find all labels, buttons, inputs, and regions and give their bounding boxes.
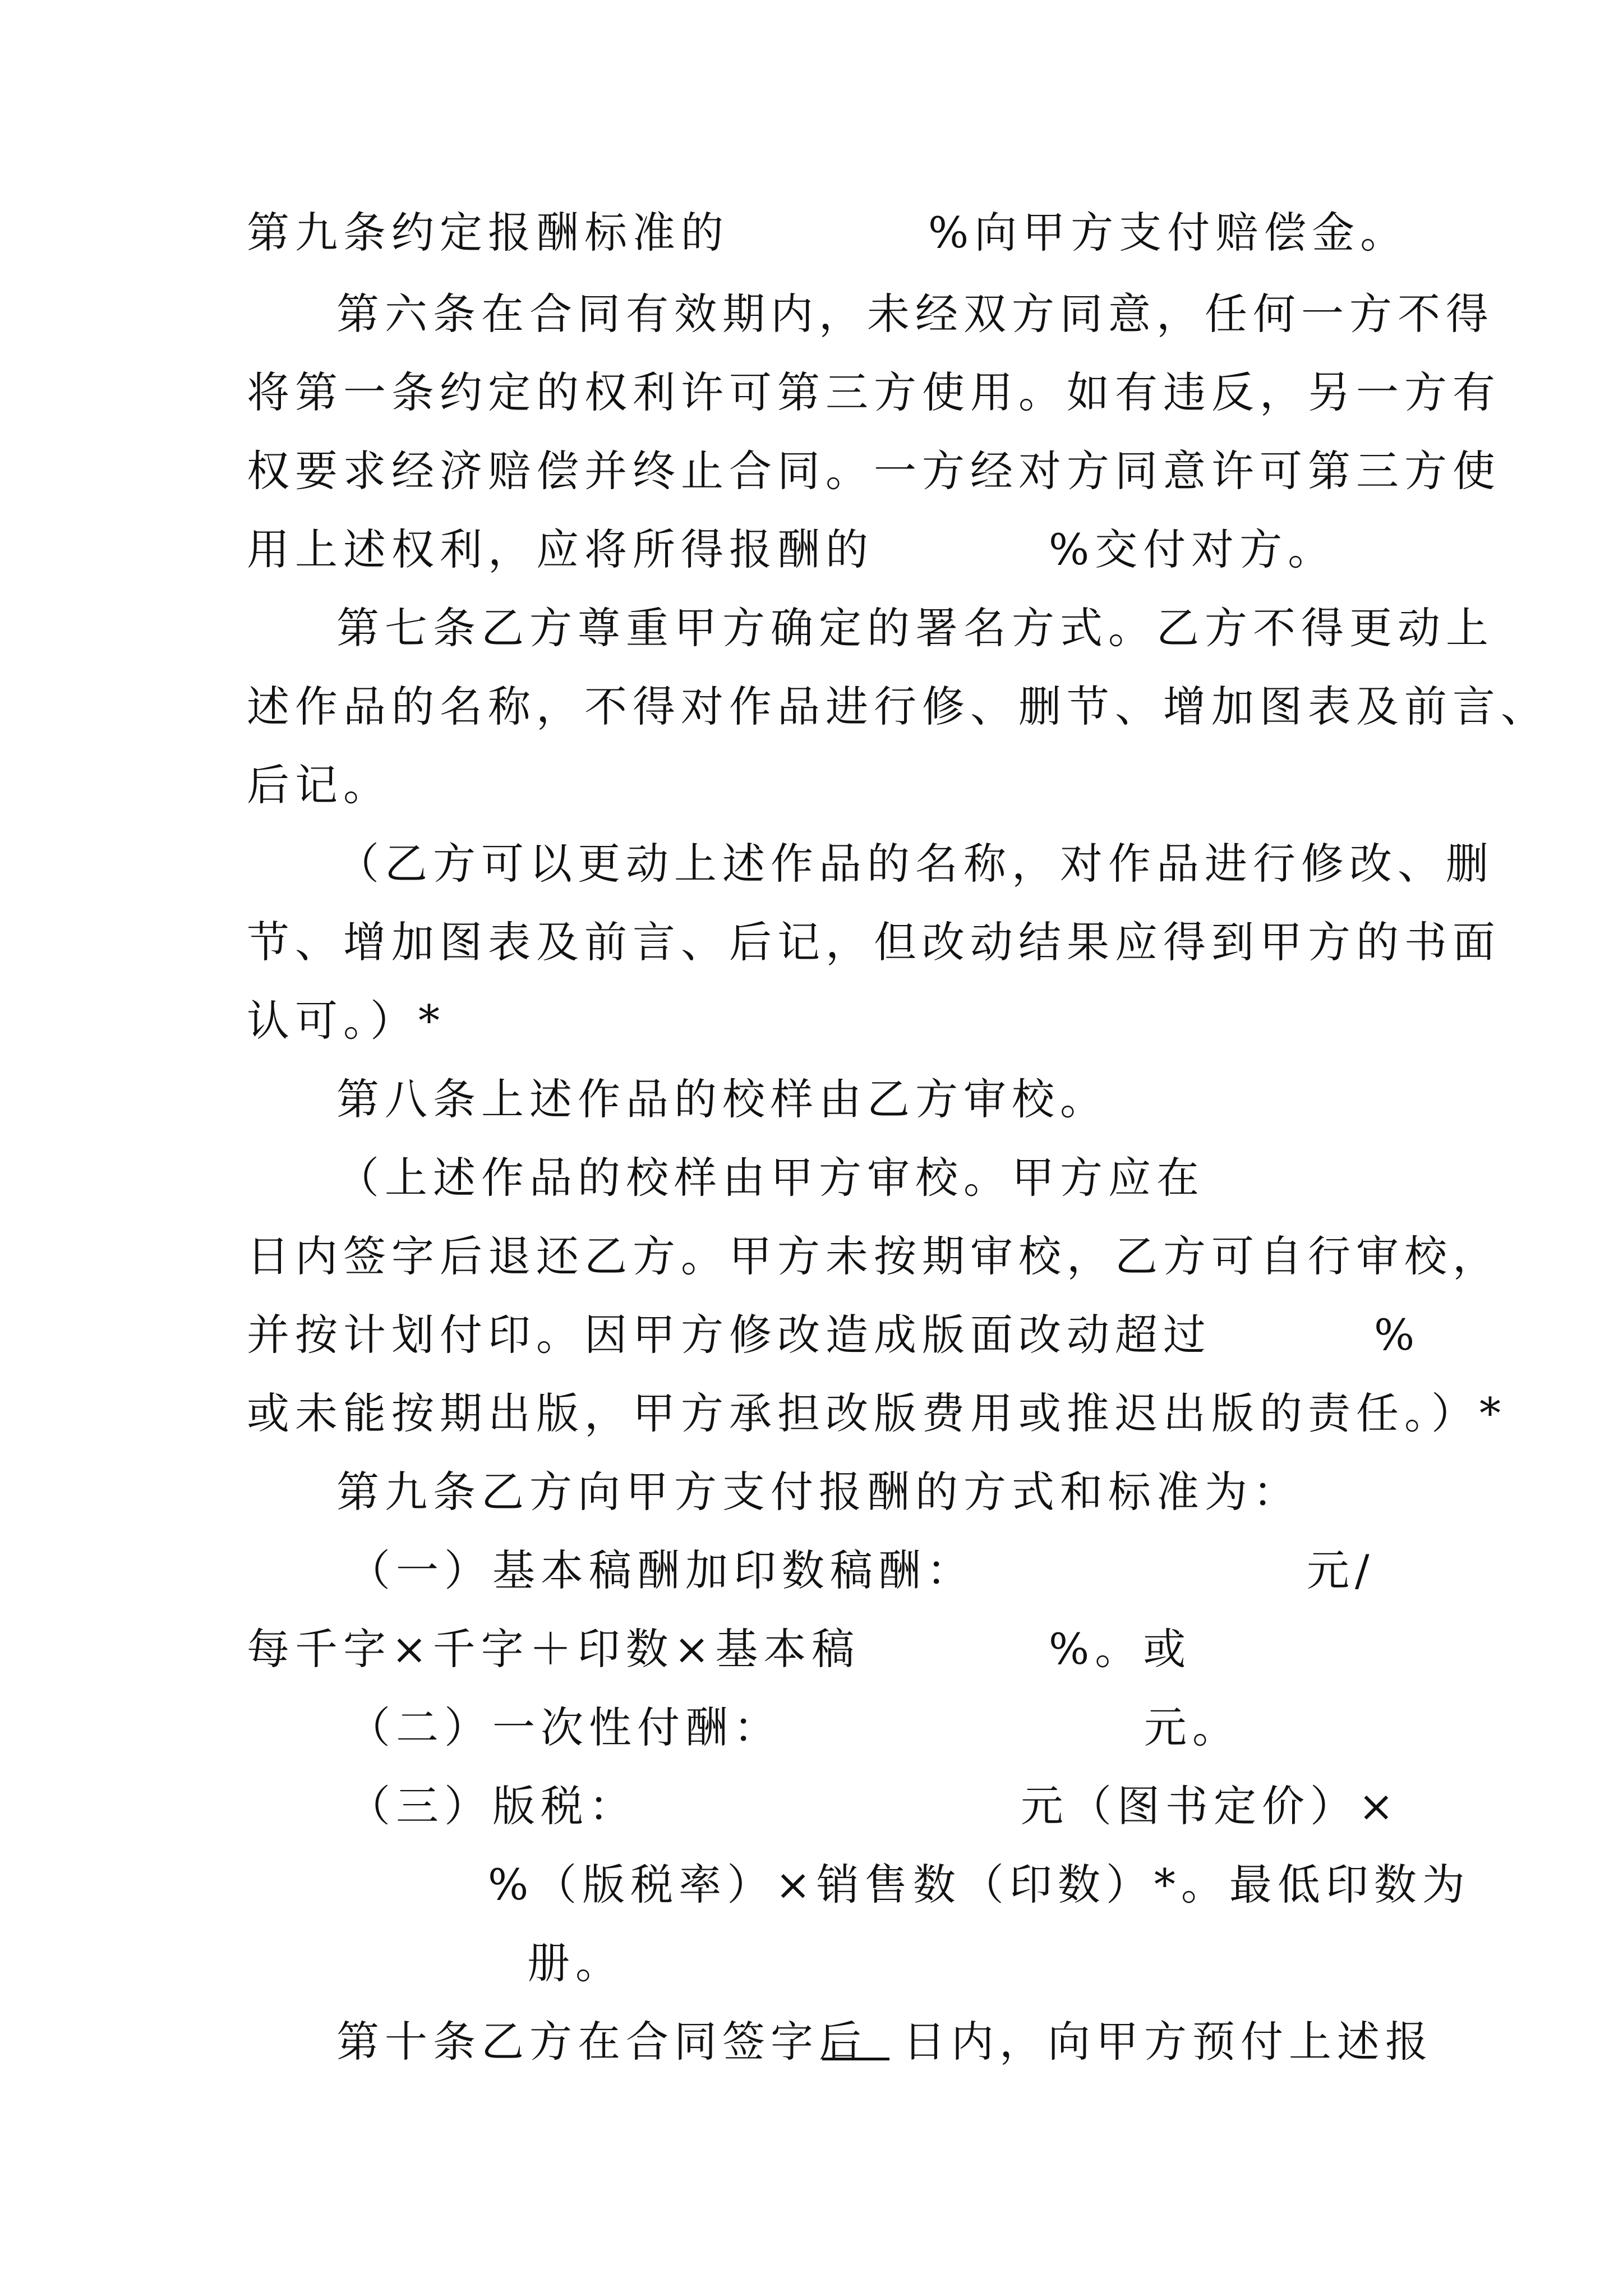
text-segment: （乙方可以更动上述作品的名称，对作品进行修改、删: [336, 839, 1494, 889]
text-segment: 将第一条约定的权利许可第三方使用。如有违反，另一方有: [247, 367, 1501, 417]
text-segment: 元（图书定价）×: [1021, 1781, 1400, 1831]
text-segment: %: [1374, 1310, 1421, 1360]
fill-in-blank-underline: [822, 2024, 889, 2060]
text-segment: 并按计划付印。因甲方修改造成版面改动超过: [247, 1310, 1211, 1360]
text-segment: %向甲方支付赔偿金。: [928, 208, 1409, 257]
text-segment: 权要求经济赔偿并终止合同。一方经对方同意许可第三方使: [247, 446, 1501, 496]
text-segment: 每千字×千字＋印数×基本稿: [247, 1624, 860, 1674]
text-segment: 第九条乙方向甲方支付报酬的方式和标准为：: [336, 1467, 1301, 1517]
text-line: [247, 757, 391, 813]
text-line: [336, 2014, 1433, 2070]
text-segment: %。或: [1049, 1624, 1192, 1674]
text-segment: 第七条乙方尊重甲方确定的署名方式。乙方不得更动上: [336, 603, 1494, 653]
text-line: [336, 1150, 1205, 1206]
text-segment: 日内，向甲方预付上述报: [903, 2017, 1433, 2067]
text-line: [336, 286, 1494, 342]
text-segment: 或未能按期出版，甲方承担改版费用或推迟出版的责任。）*: [247, 1388, 1506, 1438]
text-line: [348, 1700, 1241, 1756]
text-line: [336, 836, 1494, 892]
text-segment: 认可。）*: [247, 996, 445, 1046]
text-segment: （二）一次性付酬：: [348, 1703, 782, 1752]
text-line: [247, 993, 445, 1049]
text-segment: 第八条上述作品的校样由乙方审校。: [336, 1074, 1108, 1124]
text-line: [527, 1935, 624, 1991]
text-line: [336, 1464, 1301, 1520]
text-segment: （三）版税：: [348, 1781, 637, 1831]
text-segment: 日内签字后退还乙方。甲方未按期审校，乙方可自行审校，: [247, 1231, 1501, 1281]
text-segment: 用上述权利，应将所得报酬的: [247, 524, 874, 574]
text-line: [488, 1857, 1470, 1913]
text-segment: 第六条在合同有效期内，未经双方同意，任何一方不得: [336, 289, 1494, 339]
text-line: [336, 600, 1494, 656]
text-line: [247, 365, 1501, 421]
text-segment: 第十条乙方在合同签字后: [336, 2017, 867, 2067]
text-line: [247, 679, 1549, 735]
text-line: [247, 914, 1501, 970]
text-line: [336, 1071, 1108, 1128]
text-segment: 元。: [1144, 1703, 1241, 1752]
text-segment: （一）基本稿酬加印数稿酬：: [348, 1545, 975, 1595]
text-line: [247, 1307, 1421, 1363]
text-segment: 节、增加图表及前言、后记，但改动结果应得到甲方的书面: [247, 917, 1501, 967]
text-line: [247, 522, 1336, 578]
text-line: [247, 1228, 1501, 1285]
text-segment: 后记。: [247, 760, 391, 810]
text-segment: 第九条约定报酬标准的: [247, 208, 729, 257]
text-line: [247, 1621, 1192, 1677]
text-segment: （上述作品的校样由甲方审校。甲方应在: [336, 1153, 1205, 1203]
text-segment: %交付对方。: [1049, 524, 1336, 574]
text-line: [348, 1778, 1400, 1834]
text-segment: %（版税率）×销售数（印数）*。最低印数为: [488, 1860, 1470, 1910]
text-segment: 册。: [527, 1938, 624, 1988]
text-line: [247, 205, 1409, 261]
text-segment: 述作品的名称，不得对作品进行修、删节、增加图表及前言、: [247, 682, 1549, 731]
text-line: [247, 1386, 1506, 1442]
text-segment: 元/: [1307, 1545, 1375, 1595]
text-line: [247, 443, 1501, 499]
text-line: [348, 1543, 1375, 1599]
